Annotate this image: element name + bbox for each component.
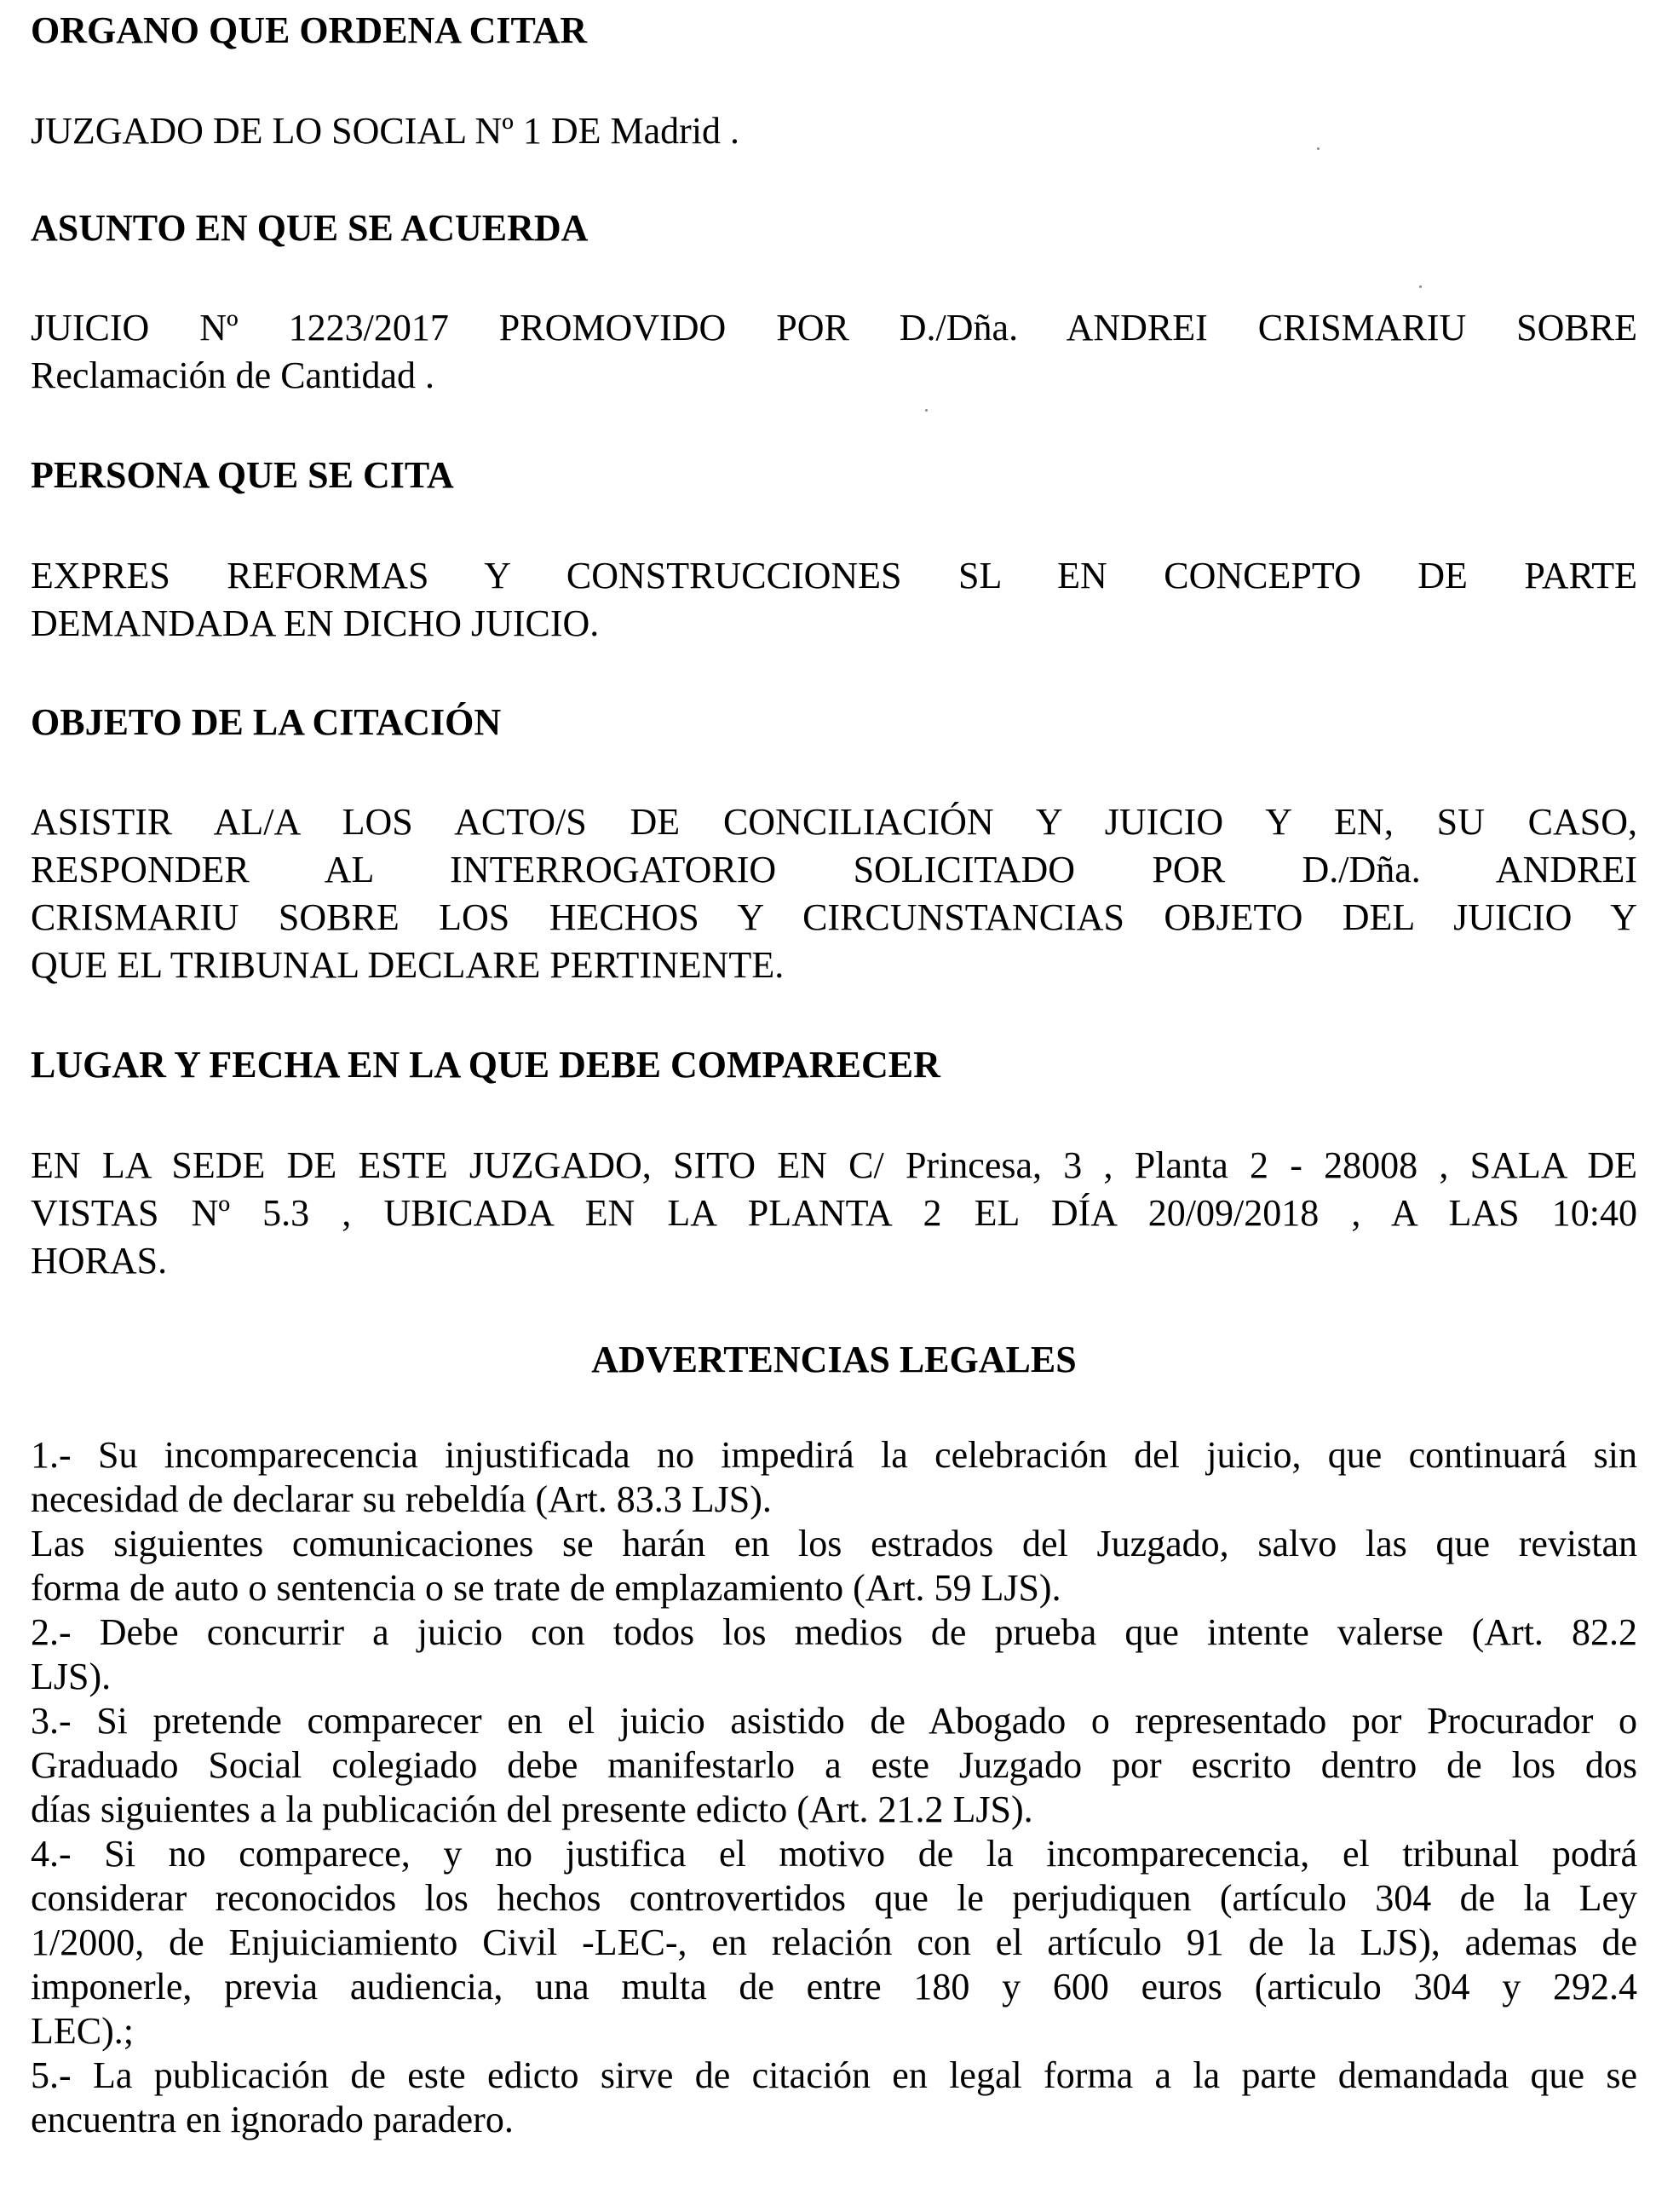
document-page [31, 0, 1637, 2212]
advertencia-line: 4.- Si no comparece, y no justifica el motivo de la incomparecencia, el tribunal podrá [31, 1833, 1637, 1875]
advertencia-line: necesidad de declarar su rebeldía (Art. 83.3 LJS). [31, 1478, 772, 1520]
advertencia-line: Graduado Social colegiado debe manifestarlo a este Juzgado por escrito dentro de los dos [31, 1744, 1637, 1786]
advertencia-line: encuentra en ignorado paradero. [31, 2099, 514, 2140]
advertencia-line: Las siguientes comunicaciones se harán en los estrados del Juzgado, salvo las que revistan [31, 1523, 1637, 1564]
organo-text [31, 107, 1637, 155]
heading-persona: PERSONA QUE SE CITA [31, 454, 454, 496]
persona-text [31, 552, 1637, 648]
advertencia-line: imponerle, previa audiencia, una multa de entre 180 y 600 euros (articulo 304 y 292.4 [31, 1966, 1637, 2008]
heading-lugar: LUGAR Y FECHA EN LA QUE DEBE COMPARECER [31, 1044, 940, 1086]
objeto-text [31, 798, 1637, 989]
organo-line: JUZGADO DE LO SOCIAL Nº 1 DE Madrid . [31, 110, 740, 152]
scan-speck [925, 409, 928, 412]
objeto-line-4: QUE EL TRIBUNAL DECLARE PERTINENTE. [31, 944, 785, 986]
persona-line-1: EXPRES REFORMAS Y CONSTRUCCIONES SL EN CONCEPTO DE PARTE [31, 555, 1637, 596]
advertencia-line: 3.- Si pretende comparecer en el juicio asistido de Abogado o representado por Procurador o [31, 1700, 1637, 1742]
advertencia-line: LJS). [31, 1656, 112, 1697]
objeto-line-2: RESPONDER AL INTERROGATORIO SOLICITADO POR D./Dña. ANDREI [31, 849, 1637, 890]
heading-advertencias: ADVERTENCIAS LEGALES [591, 1339, 1077, 1380]
persona-line-2: DEMANDADA EN DICHO JUICIO. [31, 602, 600, 644]
lugar-line-3: HORAS. [31, 1240, 168, 1282]
advertencia-line: LEC).; [31, 2010, 134, 2052]
advertencia-line: 1.- Su incomparecencia injustificada no impedirá la celebración del juicio, que continuará sin [31, 1434, 1637, 1476]
lugar-line-1: EN LA SEDE DE ESTE JUZGADO, SITO EN C/ Princesa, 3 , Planta 2 - 28008 , SALA DE [31, 1144, 1637, 1186]
heading-objeto: OBJETO DE LA CITACIÓN [31, 701, 502, 743]
advertencia-line: días siguientes a la publicación del presente edicto (Art. 21.2 LJS). [31, 1789, 1033, 1830]
asunto-line-1: JUICIO Nº 1223/2017 PROMOVIDO POR D./Dña. ANDREI CRISMARIU SOBRE [31, 307, 1637, 349]
advertencia-line: forma de auto o sentencia o se trate de emplazamiento (Art. 59 LJS). [31, 1567, 1061, 1609]
advertencia-line: 2.- Debe concurrir a juicio con todos los medios de prueba que intente valerse (Art. 82.2 [31, 1611, 1637, 1653]
asunto-line-2: Reclamación de Cantidad . [31, 354, 435, 396]
scan-speck [1419, 285, 1422, 288]
advertencia-line: 1/2000, de Enjuiciamiento Civil -LEC-, en relación con el artículo 91 de la LJS), ademas de [31, 1921, 1637, 1963]
lugar-text [31, 1142, 1637, 1285]
advertencia-line: 5.- La publicación de este edicto sirve de citación en legal forma a la parte demandada que se [31, 2054, 1637, 2096]
heading-organo: ORGANO QUE ORDENA CITAR [31, 9, 588, 51]
objeto-line-1: ASISTIR AL/A LOS ACTO/S DE CONCILIACIÓN Y JUICIO Y EN, SU CASO, [31, 801, 1637, 843]
objeto-line-3: CRISMARIU SOBRE LOS HECHOS Y CIRCUNSTANCIAS OBJETO DEL JUICIO Y [31, 896, 1637, 938]
asunto-text [31, 304, 1637, 400]
scan-speck [1317, 147, 1320, 150]
heading-asunto: ASUNTO EN QUE SE ACUERDA [31, 207, 589, 249]
advertencias-list [31, 1433, 1637, 2142]
lugar-line-2: VISTAS Nº 5.3 , UBICADA EN LA PLANTA 2 EL DÍA 20/09/2018 , A LAS 10:40 [31, 1192, 1637, 1234]
advertencia-line: considerar reconocidos los hechos controvertidos que le perjudiquen (artículo 304 de la Ley [31, 1877, 1637, 1919]
